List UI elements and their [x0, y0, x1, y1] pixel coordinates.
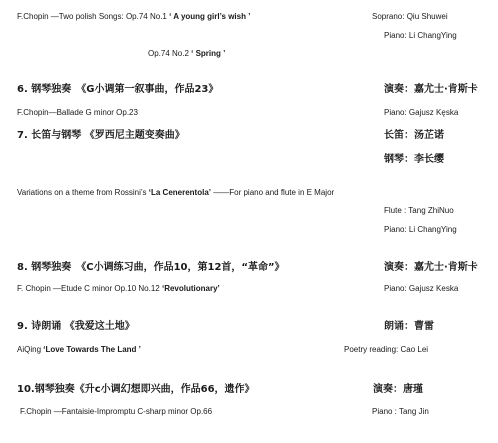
item7-work-title: ‘La Cenerentola’	[148, 188, 212, 197]
item7-piano-english: Piano: Li ChangYing	[384, 225, 457, 234]
item7-piano-label: 钢琴：李长缨	[384, 154, 444, 165]
item6-performer-label: 演奏：嘉尤士·肯斯卡	[384, 84, 478, 95]
item7-heading: 7. 长笛与钢琴 《罗西尼主题变奏曲》	[17, 130, 185, 141]
item9-performer-english: Poetry reading: Cao Lei	[344, 345, 429, 354]
item5-line2-prefix: Op.74 No.2	[148, 49, 192, 58]
item6-heading: 6. 钢琴独奏 《G小调第一叙事曲，作品23》	[17, 84, 219, 95]
item8-english	[17, 285, 220, 293]
item5-english-title	[17, 13, 250, 21]
item7-english	[17, 189, 334, 197]
item5-english-line2	[148, 50, 225, 58]
item9-english	[17, 346, 141, 354]
item7-english-suffix: ——For piano and flute in E Major	[211, 188, 335, 197]
item7-flute-english: Flute : Tang ZhiNuo	[384, 206, 454, 215]
item10-performer-english: Piano : Tang Jin	[372, 407, 429, 416]
item5-piano: Piano: Li ChangYing	[384, 31, 457, 40]
item10-english: F.Chopin —Fantaisie-Impromptu C-sharp minor Op.66	[20, 407, 213, 416]
item6-english: F.Chopin—Ballade G minor Op.23	[17, 108, 138, 117]
item8-english-prefix: F. Chopin —Etude C minor Op.10 No.12	[17, 284, 162, 293]
item5-line2-title: ‘ Spring ’	[191, 49, 226, 58]
item8-performer-label: 演奏：嘉尤士·肯斯卡	[384, 262, 478, 273]
item5-song-title: ‘ A young girl’s wish ’	[169, 12, 251, 21]
item6-performer-english: Piano: Gajusz Kęska	[384, 108, 459, 117]
item5-english-prefix: F.Chopin —Two polish Songs: Op.74 No.1	[17, 12, 170, 21]
item10-heading: 10.钢琴独奏《升c小调幻想即兴曲，作品66，遗作》	[17, 384, 255, 395]
item10-performer-label: 演奏：唐瑾	[373, 384, 423, 395]
item9-work-title: ‘Love Towards The Land ’	[43, 345, 141, 354]
item8-performer-english: Piano: Gajusz Keska	[384, 284, 459, 293]
item9-english-prefix: AiQing	[17, 345, 44, 354]
item7-flute-label: 长笛：汤芷诺	[384, 130, 444, 141]
item9-performer-label: 朗诵：曹雷	[384, 321, 434, 332]
item5-soprano: Soprano: Qiu Shuwei	[372, 12, 448, 21]
item9-heading: 9. 诗朗诵 《我爱这土地》	[17, 321, 135, 332]
item7-english-prefix: Variations on a theme from Rossini’s	[17, 188, 149, 197]
item8-heading: 8. 钢琴独奏 《C小调练习曲，作品10，第12首，“革命”》	[17, 262, 285, 273]
item8-work-title: ‘Revolutionary’	[161, 284, 220, 293]
